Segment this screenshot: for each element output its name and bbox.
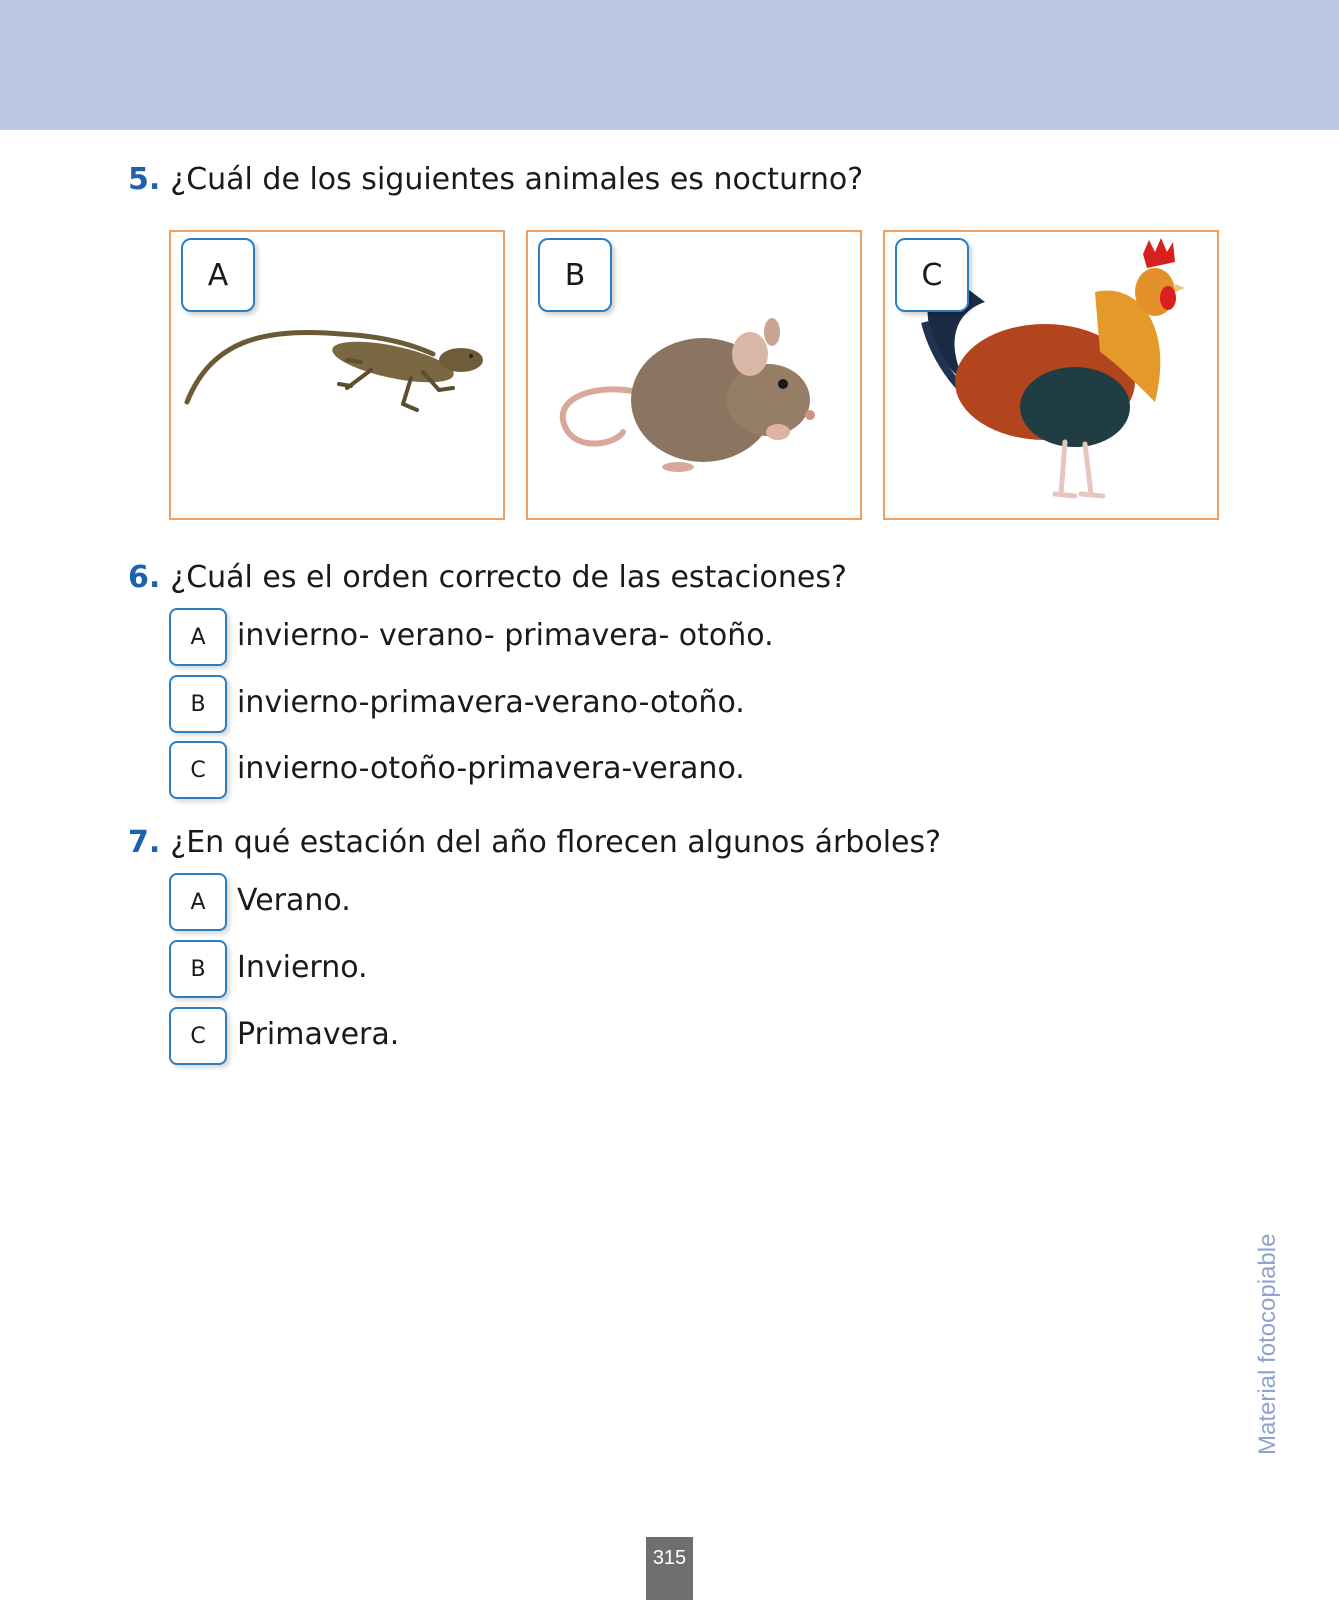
question-6	[128, 560, 847, 596]
option-checkbox[interactable]: B	[169, 940, 227, 998]
question-number: 5.	[128, 162, 161, 197]
option-text: Primavera.	[237, 1017, 400, 1052]
question-5	[128, 162, 863, 198]
option-text: Invierno.	[237, 950, 368, 985]
option-checkbox[interactable]: C	[169, 741, 227, 799]
option-tag: A	[181, 238, 255, 312]
option-text: invierno- verano- primavera- otoño.	[237, 618, 774, 653]
page-number: 315	[646, 1537, 693, 1600]
option-checkbox[interactable]: A	[169, 873, 227, 931]
option-text: invierno-otoño-primavera-verano.	[237, 751, 745, 786]
option-card-a[interactable]	[169, 230, 505, 520]
side-label: Material fotocopiable	[1254, 1233, 1281, 1455]
option-card-b[interactable]	[526, 230, 862, 520]
option-checkbox[interactable]: C	[169, 1007, 227, 1065]
header-band	[0, 0, 1339, 130]
question-number: 7.	[128, 825, 161, 860]
option-tag: C	[895, 238, 969, 312]
option-text: invierno-primavera-verano-otoño.	[237, 685, 745, 720]
question-text: ¿Cuál es el orden correcto de las estaciones?	[170, 560, 847, 595]
option-text: Verano.	[237, 883, 351, 918]
question-text: ¿En qué estación del año florecen algunos árboles?	[170, 825, 942, 860]
question-7	[128, 825, 941, 861]
option-checkbox[interactable]: B	[169, 675, 227, 733]
option-tag: B	[538, 238, 612, 312]
question-number: 6.	[128, 560, 161, 595]
question-text: ¿Cuál de los siguientes animales es nocturno?	[170, 162, 864, 197]
option-checkbox[interactable]: A	[169, 608, 227, 666]
option-card-c[interactable]	[883, 230, 1219, 520]
